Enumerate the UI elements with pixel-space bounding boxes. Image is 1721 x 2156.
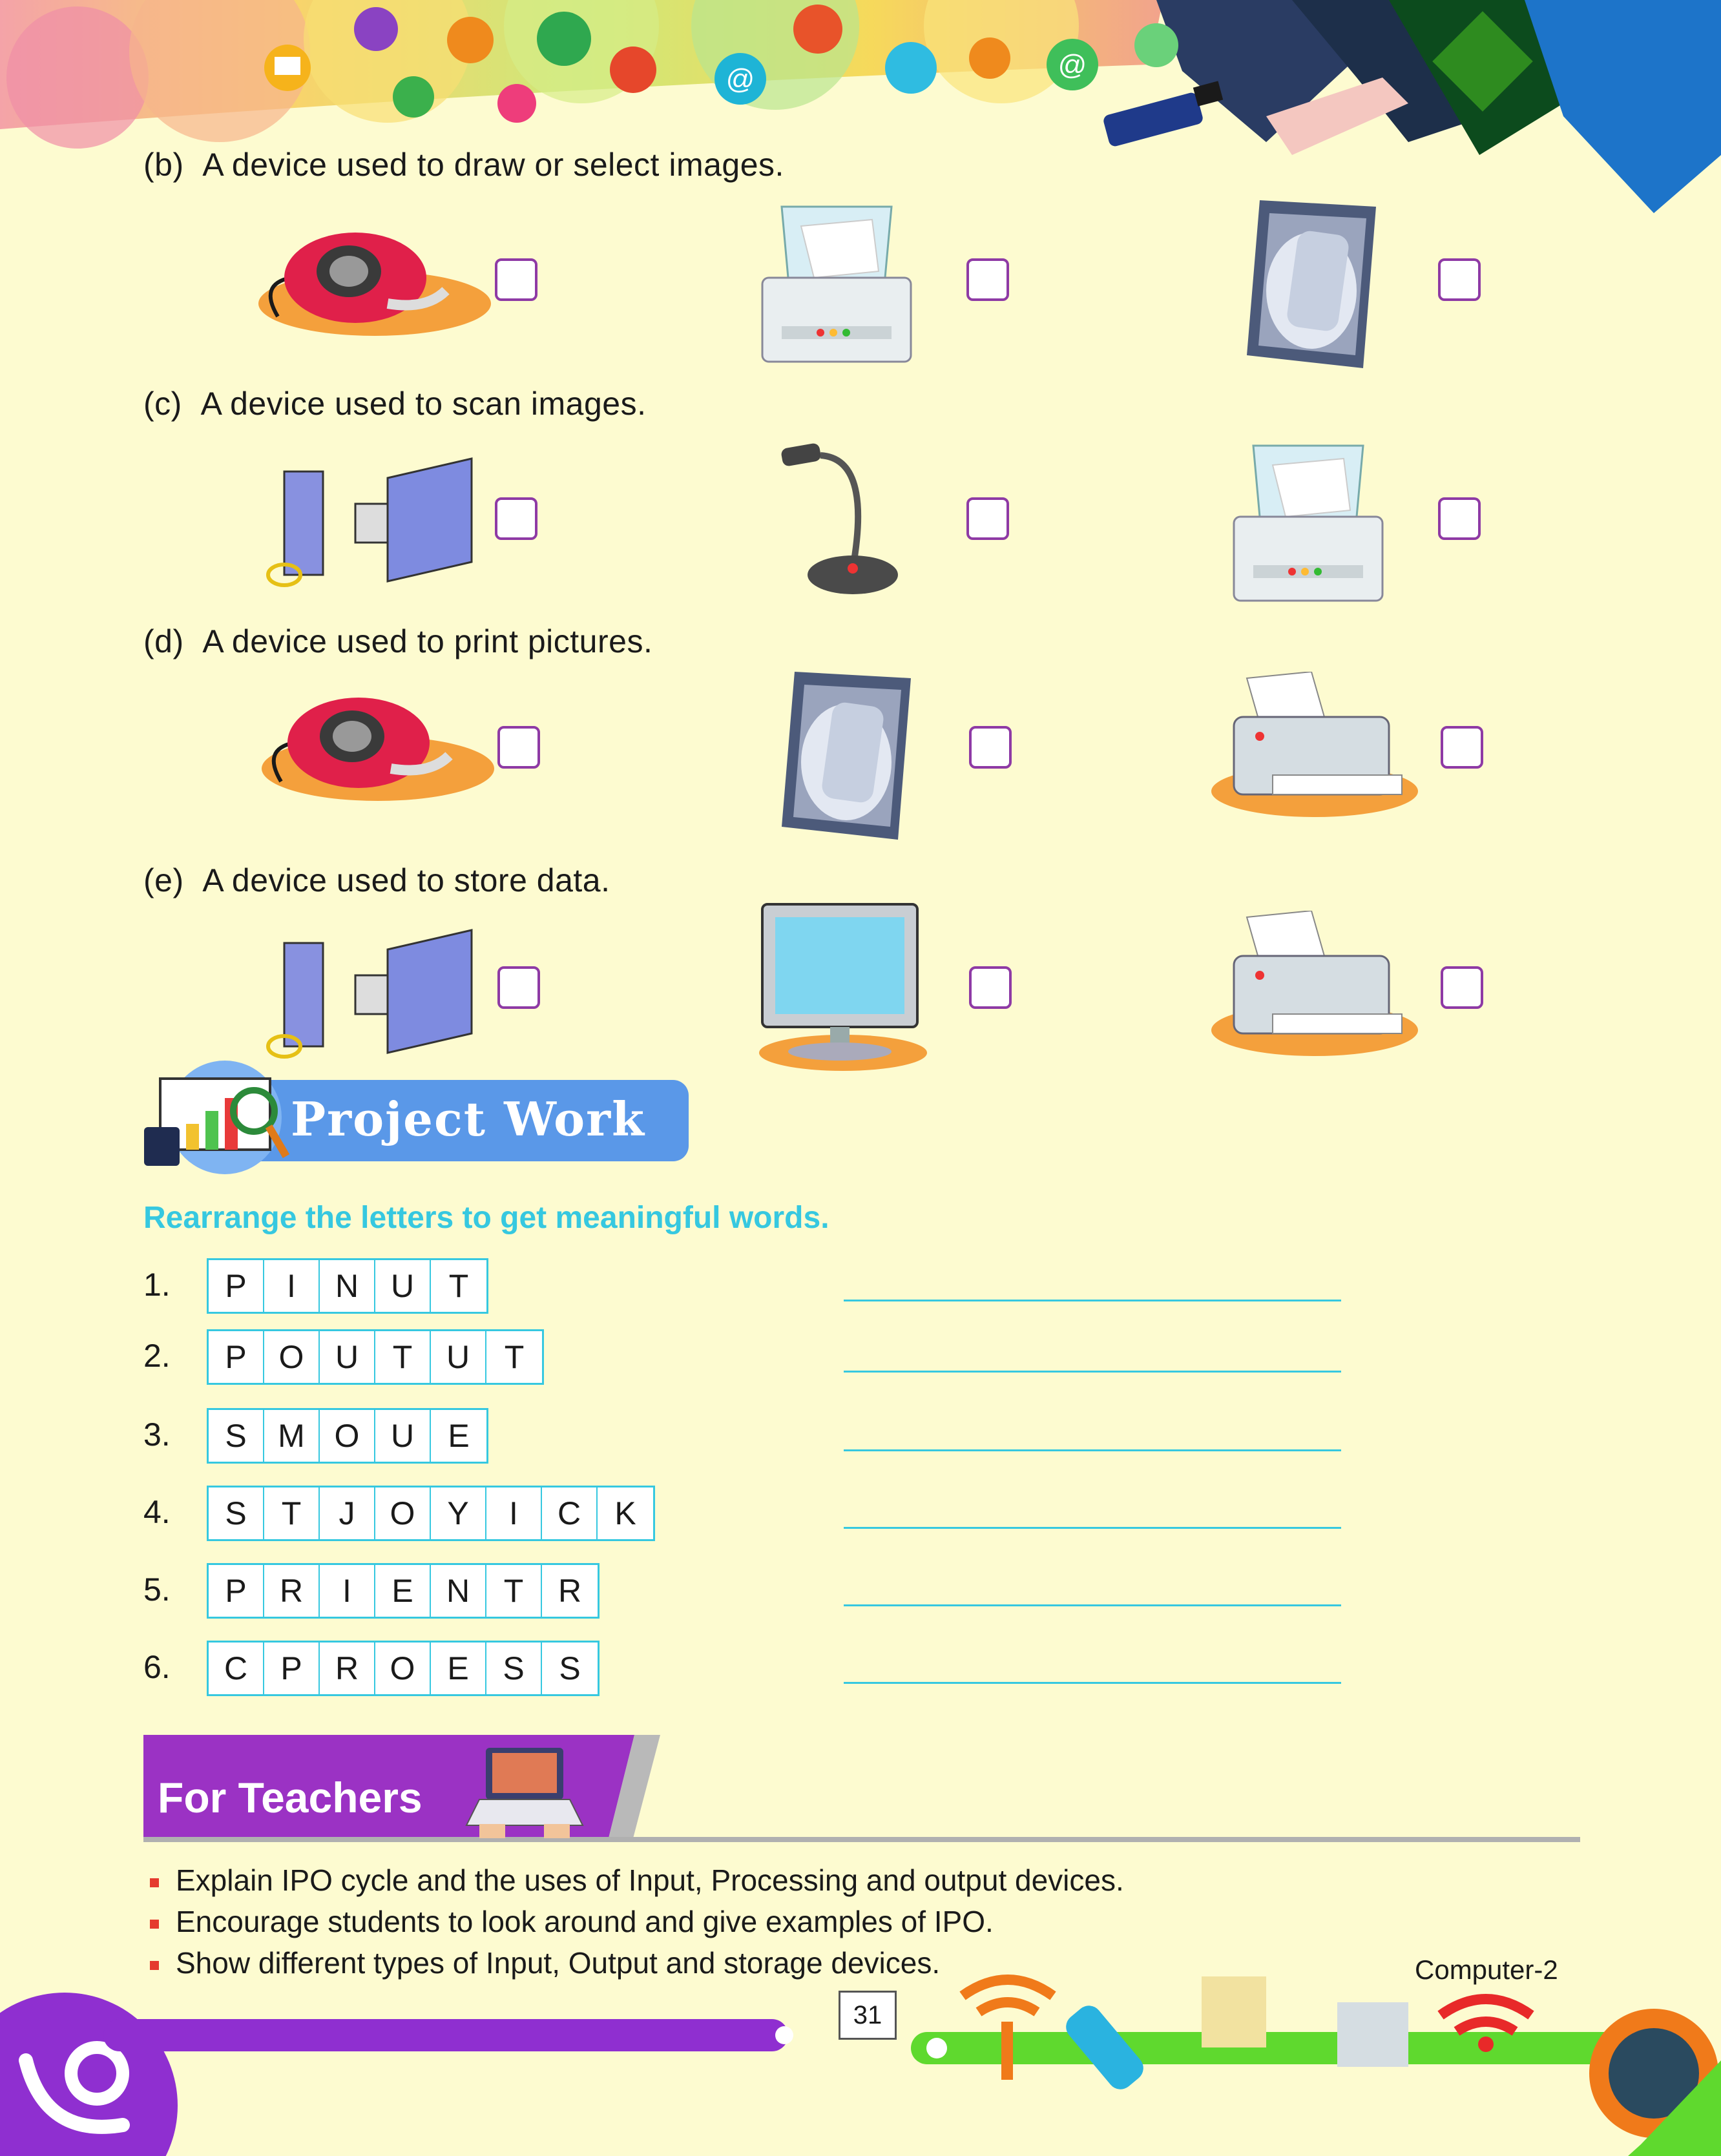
answer-line[interactable] [844,1300,1341,1301]
question-label: (e) [143,862,184,898]
question-text: A device used to draw or select images. [202,147,784,183]
letter-cell: S [559,1650,581,1686]
printer-icon [1208,911,1421,1059]
option-checkbox[interactable] [966,258,1009,301]
question-label: (d) [143,623,184,659]
answer-line[interactable] [844,1682,1341,1684]
svg-text:@: @ [725,63,755,95]
pen-drive-icon [258,452,478,588]
chart-magnifier-icon [141,1059,296,1176]
item-number: 6. [143,1649,171,1685]
answer-line[interactable] [844,1604,1341,1606]
book-title: Computer-2 [1415,1954,1558,1985]
question-label: (b) [143,147,184,183]
question-label: (c) [143,386,182,422]
letter-cell: I [320,1565,375,1617]
teacher-bullet [150,1904,994,1939]
letter-cell: Y [431,1487,486,1539]
letter-cell: E [431,1643,486,1694]
hard-disk-icon [1240,194,1382,375]
option-checkbox[interactable] [495,497,537,540]
option-checkbox[interactable] [495,258,537,301]
letter-cell: T [504,1339,525,1375]
letter-cell: U [431,1331,486,1383]
letter-cell: N [431,1565,486,1617]
answer-line[interactable] [844,1449,1341,1451]
question-text: A device used to store data. [202,862,610,898]
page-number-box: 31 [839,1991,897,2040]
item-number: 3. [143,1416,171,1453]
option-checkbox[interactable] [497,966,540,1009]
letter-box-row [207,1258,488,1314]
letter-cell: P [209,1565,264,1617]
svg-text:@: @ [1058,49,1087,81]
letter-cell: K [614,1495,636,1531]
footer-decoration [0,1957,1721,2156]
letter-cell: O [375,1643,431,1694]
letter-cell: T [264,1487,320,1539]
letter-cell: U [375,1410,431,1462]
pen-drive-icon [258,924,478,1059]
letter-cell: M [264,1410,320,1462]
letter-cell: N [320,1260,375,1312]
letter-cell: R [320,1643,375,1694]
option-checkbox[interactable] [1438,258,1481,301]
monitor-icon [756,898,930,1072]
letter-cell: E [375,1565,431,1617]
bullet-text: Show different types of Input, Output and storage devices. [176,1946,941,1980]
question-b [143,146,784,183]
scanner-icon [1227,439,1389,607]
letter-box-row [207,1563,600,1619]
option-checkbox[interactable] [969,726,1012,769]
letter-cell: R [558,1573,582,1609]
letter-box-row [207,1408,488,1464]
letter-cell: I [486,1487,542,1539]
letter-cell: U [320,1331,375,1383]
letter-cell: O [264,1331,320,1383]
answer-line[interactable] [844,1371,1341,1373]
question-d [143,623,652,660]
option-checkbox[interactable] [1441,726,1483,769]
hard-disk-icon [775,665,917,846]
bullet-text: Encourage students to look around and give examples of IPO. [176,1905,994,1938]
letter-cell: S [209,1487,264,1539]
option-checkbox[interactable] [1441,966,1483,1009]
letter-cell: C [209,1643,264,1694]
letter-cell: J [320,1487,375,1539]
letter-box-row [207,1329,544,1385]
item-number: 1. [143,1267,171,1303]
letter-cell: O [375,1487,431,1539]
letter-box-row [207,1641,600,1696]
letter-cell: S [486,1643,542,1694]
for-teachers-title: For Teachers [158,1774,422,1821]
question-e [143,862,610,899]
letter-cell: R [264,1565,320,1617]
project-instruction: Rearrange the letters to get meaningful words. [143,1201,829,1235]
bullet-text: Explain IPO cycle and the uses of Input, Processing and output devices. [176,1863,1124,1897]
answer-line[interactable] [844,1527,1341,1529]
letter-cell: S [209,1410,264,1462]
letter-box-row [207,1486,655,1541]
letter-cell: T [375,1331,431,1383]
question-text: A device used to scan images. [200,386,647,422]
letter-cell: T [486,1565,542,1617]
option-checkbox[interactable] [497,726,540,769]
option-checkbox[interactable] [966,497,1009,540]
letter-cell: C [542,1487,598,1539]
item-number: 4. [143,1494,171,1530]
item-number: 5. [143,1571,171,1608]
teacher-bullet [150,1863,1124,1898]
option-checkbox[interactable] [969,966,1012,1009]
letter-cell: P [209,1331,264,1383]
item-number: 2. [143,1338,171,1374]
bullet-marker [150,1878,159,1887]
letter-cell: I [264,1260,320,1312]
bullet-marker [150,1920,159,1929]
letter-cell: P [264,1643,320,1694]
scanner-icon [756,200,917,368]
letter-cell: O [320,1410,375,1462]
letter-cell: U [375,1260,431,1312]
printer-icon [1208,672,1421,820]
question-c [143,385,647,422]
question-text: A device used to print pictures. [202,623,653,659]
letter-cell: P [209,1260,264,1312]
option-checkbox[interactable] [1438,497,1481,540]
project-work-title: Project Work [291,1092,645,1146]
mouse-icon [255,685,501,807]
microphone-icon [775,439,904,601]
letter-cell: E [448,1418,470,1454]
letter-cell: T [448,1268,469,1304]
mouse-icon [252,220,497,342]
